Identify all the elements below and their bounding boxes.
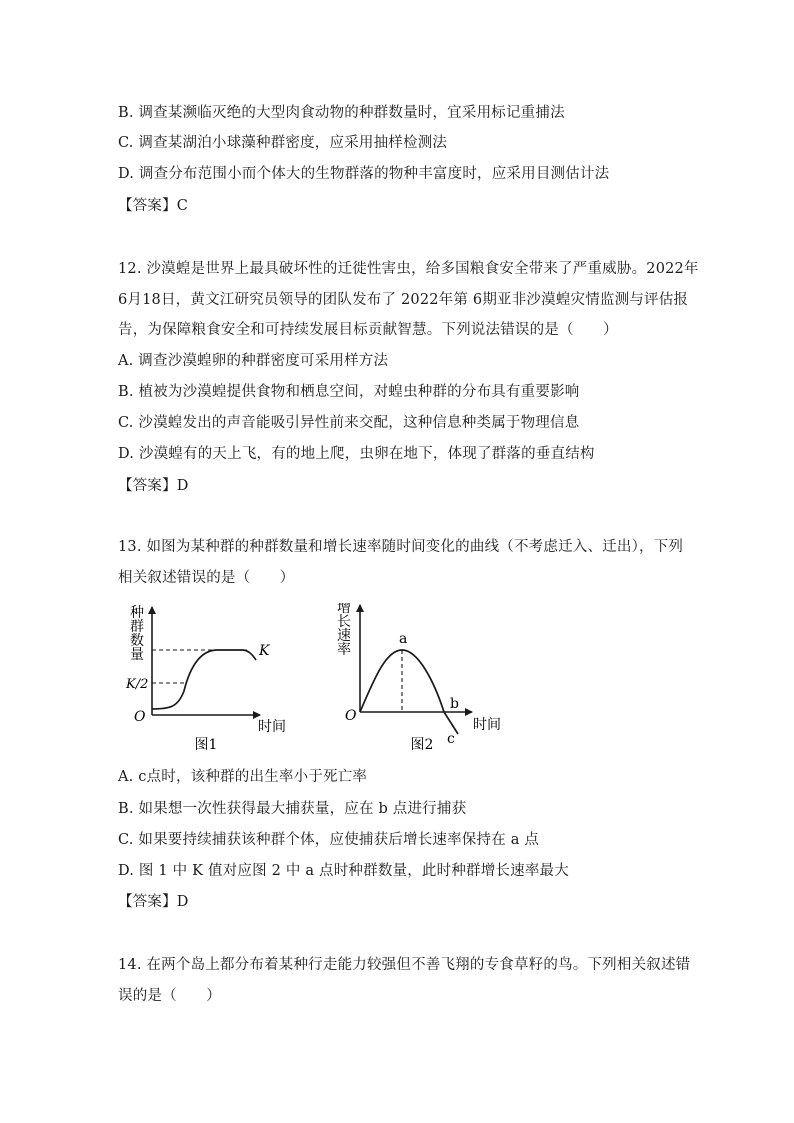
q11-answer: 【答案】C [118,198,189,214]
fig2-ylabel-char-3: 速 [337,628,351,644]
q14-stem-line1: 14. 在两个岛上都分布着某种行走能力较强但不善飞翔的专食草籽的鸟。下列相关叙述错 [118,957,691,973]
q13-figure-svg [118,603,518,758]
figure1 [125,605,286,753]
fig2-point-a: a [399,631,408,647]
fig2-ylabel-char-1: 增 [337,603,351,616]
fig2-ylabel-char-4: 率 [337,642,351,658]
fig1-ylabel-char-4: 量 [130,647,144,663]
fig1-s-curve [152,650,256,709]
fig2-point-b: b [450,696,459,712]
fig2-ylabel-char-2: 长 [337,614,351,630]
fig1-origin-label: O [134,709,146,725]
q12-stem-line3: 告，为保障粮食安全和可持续发展目标贡献智慧。下列说法错误的是（ ） [118,322,618,338]
fig1-k-label: K [259,643,270,659]
q13-option-d: D. 图 1 中 K 值对应图 2 中 a 点时种群数量，此时种群增长速率最大 [118,863,569,879]
fig2-rate-curve [360,650,458,734]
q13-stem-line2: 相关叙述错误的是（ ） [118,570,295,586]
q12-option-a: A. 调查沙漠蝗卵的种群密度可采用样方法 [118,353,389,369]
q13-answer: 【答案】D [118,894,189,910]
q11-option-c: C. 调查某湖泊小球藻种群密度，应采用抽样检测法 [118,135,448,151]
q12-option-d: D. 沙漠蝗有的天上飞，有的地上爬，虫卵在地下，体现了群落的垂直结构 [118,446,595,462]
q12-stem-line2: 6月18日，黄文江研究员领导的团队发布了 2022年第 6期亚非沙漠蝗灾情监测与评估报 [118,292,689,308]
q13-figure [118,603,518,758]
q12-option-c: C. 沙漠蝗发出的声音能吸引异性前来交配，这种信息种类属于物理信息 [118,415,580,431]
q13-option-b: B. 如果想一次性获得最大捕获量，应在 b 点进行捕获 [118,801,467,817]
fig1-ylabel-char-3: 数 [130,633,144,649]
q14-stem-line2: 误的是（ ） [118,988,221,1004]
q13-option-a: A. c点时，该种群的出生率小于死亡率 [118,769,368,785]
fig2-point-c: c [447,731,455,747]
q12-stem-line1: 12. 沙漠蝗是世界上最具破坏性的迁徙性害虫，给多国粮食安全带来了严重威胁。2022年 [118,261,699,277]
q12-option-b: B. 植被为沙漠蝗提供食物和栖息空间，对蝗虫种群的分布具有重要影响 [118,384,580,400]
q13-stem-line1: 13. 如图为某种群的种群数量和增长速率随时间变化的曲线（不考虑迁入、迁出），下列 [118,539,684,555]
fig1-xlabel: 时间 [258,719,286,735]
fig1-ylabel-char-1: 种 [130,605,144,621]
q12-answer: 【答案】D [118,478,189,494]
figure2 [337,603,501,753]
fig2-caption: 图2 [410,737,434,753]
fig2-xlabel: 时间 [473,717,501,733]
q13-option-c: C. 如果要持续捕获该种群个体，应使捕获后增长速率保持在 a 点 [118,832,540,848]
fig1-ylabel-char-2: 群 [130,619,144,635]
q11-option-b: B. 调查某濒临灭绝的大型肉食动物的种群数量时，宜采用标记重捕法 [118,105,565,121]
q11-option-d: D. 调查分布范围小而个体大的生物群落的物种丰富度时，应采用目测估计法 [118,166,610,182]
fig2-origin-label: O [345,708,357,724]
fig1-halfk-label: K/2 [126,677,149,692]
fig1-caption: 图1 [194,737,218,753]
